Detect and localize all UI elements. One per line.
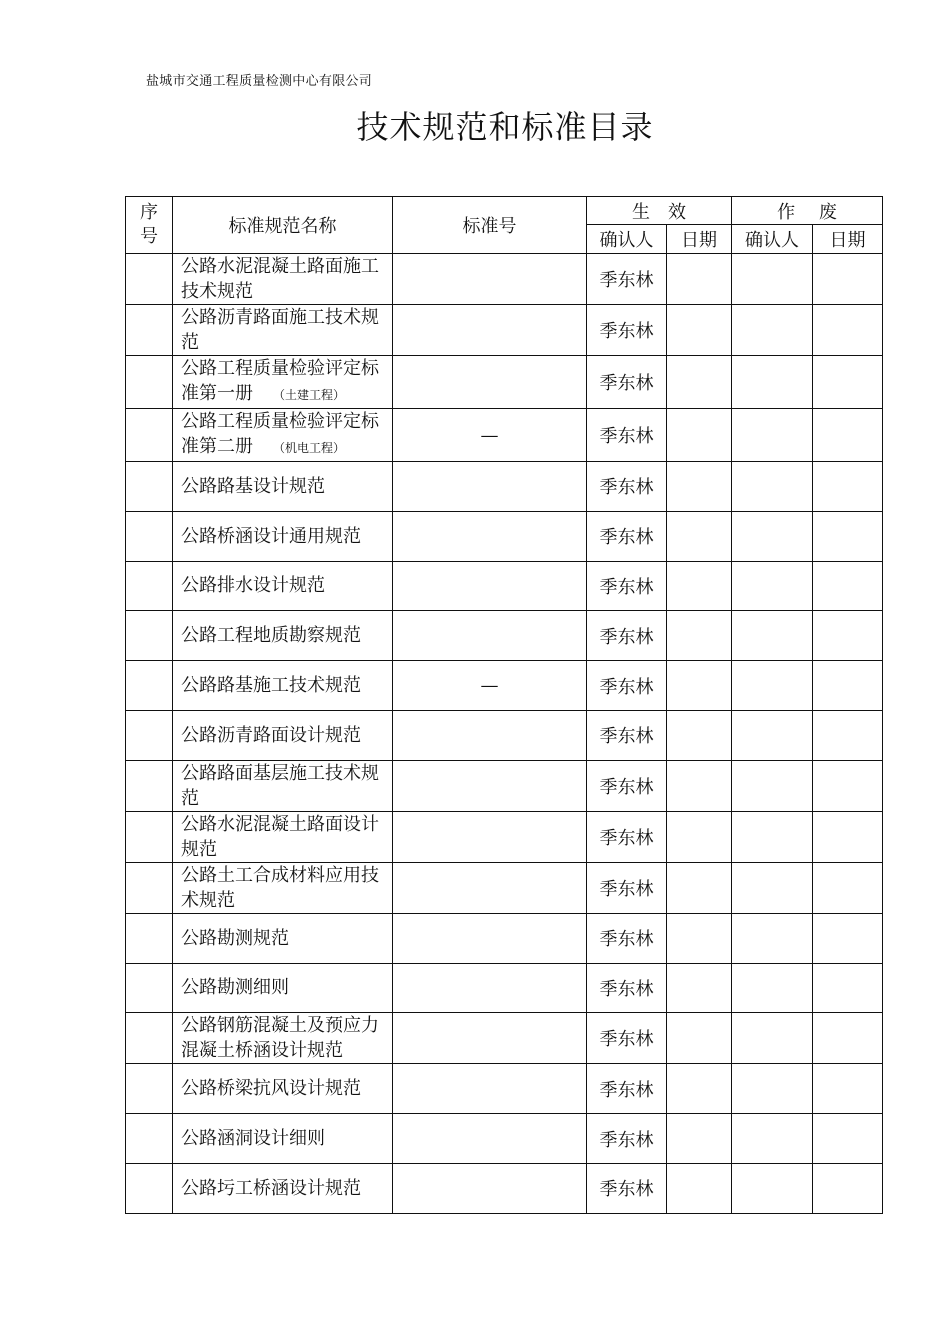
void-date-cell	[813, 561, 883, 611]
seq-header-line2: 号	[140, 226, 158, 247]
void-date-cell	[813, 611, 883, 661]
standard-no-cell	[393, 1013, 587, 1064]
void-date-cell	[813, 963, 883, 1013]
effective-date-cell	[667, 1064, 732, 1114]
standard-no-cell	[393, 462, 587, 512]
void-confirmer-header: 确认人	[732, 225, 813, 254]
effective-date-cell	[667, 862, 732, 913]
effective-date-cell	[667, 710, 732, 760]
effective-confirmer-cell	[587, 913, 667, 963]
standard-no-cell	[393, 1064, 587, 1114]
standard-name-cell	[173, 561, 393, 611]
standard-no-cell	[393, 409, 587, 462]
effective-confirmer-cell-text: 季东林	[599, 576, 654, 598]
seq-header-line1: 序	[140, 202, 158, 223]
effective-confirmer-cell-text: 季东林	[599, 426, 654, 447]
standard-name-cell	[173, 811, 393, 862]
void-confirmer-cell	[732, 1163, 813, 1213]
void-confirmer-cell	[732, 710, 813, 760]
seq-cell	[126, 611, 173, 661]
void-confirmer-cell	[732, 661, 813, 711]
standard-name-cell-text: 公路勘测规范	[181, 927, 289, 949]
effective-confirmer-cell	[587, 356, 667, 409]
void-date-cell	[813, 862, 883, 913]
effective-confirmer-cell-text: 季东林	[599, 626, 654, 648]
effective-confirmer-cell-text: 季东林	[599, 1079, 654, 1101]
void-date-cell	[813, 409, 883, 462]
standard-name-cell	[173, 1064, 393, 1114]
table-row	[126, 862, 883, 913]
seq-cell	[126, 1114, 173, 1164]
standard-name-cell-text: 公路沥青路面施工技术规范	[181, 307, 379, 353]
effective-confirmer-header: 确认人	[587, 225, 667, 254]
effective-confirmer-cell-text: 季东林	[599, 1029, 654, 1051]
standard-no-cell	[393, 760, 587, 811]
standard-no-cell	[393, 356, 587, 409]
standard-name-cell-text: 公路桥梁抗风设计规范	[181, 1078, 361, 1100]
void-confirmer-cell	[732, 913, 813, 963]
void-date-cell	[813, 913, 883, 963]
effective-confirmer-cell	[587, 409, 667, 462]
effective-date-cell	[667, 561, 732, 611]
seq-cell	[126, 963, 173, 1013]
effective-date-cell	[667, 305, 732, 356]
standard-no-cell	[393, 305, 587, 356]
seq-cell	[126, 511, 173, 561]
name-header: 标准规范名称	[173, 197, 393, 254]
standard-name-cell	[173, 862, 393, 913]
void-date-cell	[813, 356, 883, 409]
standard-no-cell	[393, 811, 587, 862]
void-confirmer-cell	[732, 1114, 813, 1164]
effective-confirmer-cell	[587, 760, 667, 811]
effective-confirmer-cell-text: 季东林	[599, 527, 654, 549]
standard-no-header: 标准号	[393, 197, 587, 254]
effective-date-cell	[667, 356, 732, 409]
standard-no-cell	[393, 862, 587, 913]
effective-confirmer-cell	[587, 561, 667, 611]
seq-cell	[126, 305, 173, 356]
standard-name-cell-text: 公路土工合成材料应用技术规范	[181, 864, 379, 911]
void-confirmer-cell	[732, 356, 813, 409]
standard-name-note: （土建工程）	[273, 388, 346, 402]
effective-confirmer-cell	[587, 661, 667, 711]
standard-no-cell	[393, 710, 587, 760]
table-row	[126, 409, 883, 462]
void-date-cell	[813, 1013, 883, 1064]
effective-date-header: 日期	[667, 225, 732, 254]
standard-name-cell-text: 公路路面基层施工技术规范	[181, 762, 379, 809]
standard-name-cell-text: 公路桥涵设计通用规范	[181, 525, 361, 547]
effective-confirmer-cell	[587, 511, 667, 561]
effective-header: 生 效	[587, 197, 732, 225]
standard-no-cell	[393, 661, 587, 711]
effective-confirmer-cell-text: 季东林	[599, 978, 654, 1000]
standard-name-cell-text: 公路工程地质勘察规范	[181, 625, 361, 647]
table-row	[126, 913, 883, 963]
standard-name-cell-text: 公路勘测细则	[181, 977, 289, 999]
table-row	[126, 811, 883, 862]
effective-confirmer-cell-text: 季东林	[599, 776, 654, 798]
standard-name-cell-text: 公路工程质量检验评定标准第二册	[181, 411, 379, 457]
void-confirmer-cell	[732, 611, 813, 661]
seq-cell	[126, 356, 173, 409]
table-row	[126, 305, 883, 356]
organization-name: 盐城市交通工程质量检测中心有限公司	[146, 74, 373, 89]
standard-name-cell	[173, 1163, 393, 1213]
table-row	[126, 511, 883, 561]
standard-name-cell-text: 公路排水设计规范	[181, 575, 325, 597]
void-header: 作 废	[732, 197, 883, 225]
effective-confirmer-cell	[587, 611, 667, 661]
void-date-cell	[813, 1163, 883, 1213]
standard-no-cell	[393, 913, 587, 963]
standard-name-cell-text: 公路圬工桥涵设计规范	[181, 1177, 361, 1199]
standard-name-cell-text: 公路涵洞设计细则	[181, 1128, 325, 1150]
seq-cell	[126, 254, 173, 305]
table-row	[126, 462, 883, 512]
seq-header	[126, 197, 173, 254]
seq-cell	[126, 913, 173, 963]
seq-cell	[126, 1064, 173, 1114]
seq-cell	[126, 409, 173, 462]
void-date-cell	[813, 710, 883, 760]
void-confirmer-cell	[732, 760, 813, 811]
effective-confirmer-cell-text: 季东林	[599, 477, 654, 499]
void-confirmer-cell	[732, 561, 813, 611]
standard-name-cell-text: 公路路基施工技术规范	[181, 675, 361, 697]
standard-name-cell	[173, 409, 393, 462]
table-row	[126, 760, 883, 811]
seq-cell	[126, 1013, 173, 1064]
effective-date-cell	[667, 409, 732, 462]
standard-name-note: （机电工程）	[273, 441, 346, 455]
standards-table	[125, 196, 883, 1214]
effective-confirmer-cell	[587, 1114, 667, 1164]
void-date-header: 日期	[813, 225, 883, 254]
effective-confirmer-cell-text: 季东林	[599, 1179, 654, 1201]
standard-name-cell	[173, 963, 393, 1013]
standard-no-cell	[393, 611, 587, 661]
effective-date-cell	[667, 913, 732, 963]
seq-cell	[126, 760, 173, 811]
table-row	[126, 561, 883, 611]
standard-name-cell-text: 公路水泥混凝土路面施工技术规范	[181, 256, 379, 302]
effective-confirmer-cell-text: 季东林	[599, 321, 654, 342]
standard-no-cell	[393, 511, 587, 561]
table-row	[126, 1163, 883, 1213]
table-row	[126, 963, 883, 1013]
standard-no-cell-text: —	[480, 424, 499, 446]
void-date-cell	[813, 305, 883, 356]
effective-confirmer-cell	[587, 305, 667, 356]
effective-confirmer-cell	[587, 462, 667, 512]
effective-date-cell	[667, 760, 732, 811]
effective-date-cell	[667, 963, 732, 1013]
standard-name-cell-text: 公路工程质量检验评定标准第一册	[181, 358, 379, 404]
standard-name-cell	[173, 254, 393, 305]
effective-confirmer-cell	[587, 1064, 667, 1114]
standard-name-cell	[173, 305, 393, 356]
effective-date-cell	[667, 611, 732, 661]
seq-cell	[126, 661, 173, 711]
effective-confirmer-cell-text: 季东林	[599, 827, 654, 849]
page-title: 技术规范和标准目录	[356, 108, 654, 146]
void-confirmer-cell	[732, 963, 813, 1013]
effective-date-cell	[667, 1114, 732, 1164]
standard-no-cell	[393, 1163, 587, 1213]
seq-cell	[126, 710, 173, 760]
effective-date-cell	[667, 811, 732, 862]
effective-date-cell	[667, 462, 732, 512]
standard-name-cell	[173, 661, 393, 711]
standard-name-cell	[173, 462, 393, 512]
void-confirmer-cell	[732, 462, 813, 512]
void-confirmer-cell	[732, 409, 813, 462]
standard-no-cell	[393, 1114, 587, 1164]
standard-name-cell	[173, 611, 393, 661]
effective-confirmer-cell-text: 季东林	[599, 929, 654, 951]
standard-name-cell	[173, 511, 393, 561]
table-row	[126, 356, 883, 409]
seq-cell	[126, 811, 173, 862]
void-date-cell	[813, 760, 883, 811]
seq-cell	[126, 1163, 173, 1213]
effective-confirmer-cell	[587, 254, 667, 305]
table-row	[126, 254, 883, 305]
effective-confirmer-cell-text: 季东林	[599, 676, 654, 698]
void-date-cell	[813, 1114, 883, 1164]
void-date-cell	[813, 811, 883, 862]
seq-cell	[126, 462, 173, 512]
table-row	[126, 1013, 883, 1064]
void-confirmer-cell	[732, 305, 813, 356]
standard-name-cell-text: 公路沥青路面设计规范	[181, 724, 361, 746]
effective-confirmer-cell-text: 季东林	[599, 878, 654, 900]
void-date-cell	[813, 254, 883, 305]
table-row	[126, 611, 883, 661]
seq-cell	[126, 862, 173, 913]
effective-confirmer-cell	[587, 963, 667, 1013]
effective-date-cell	[667, 1013, 732, 1064]
void-date-cell	[813, 462, 883, 512]
effective-confirmer-cell	[587, 1013, 667, 1064]
standard-name-cell	[173, 710, 393, 760]
void-confirmer-cell	[732, 862, 813, 913]
table-row	[126, 1064, 883, 1114]
standard-name-cell	[173, 760, 393, 811]
standard-name-cell	[173, 1114, 393, 1164]
void-confirmer-cell	[732, 1013, 813, 1064]
effective-confirmer-cell-text: 季东林	[599, 270, 654, 291]
void-date-cell	[813, 1064, 883, 1114]
effective-confirmer-cell	[587, 710, 667, 760]
effective-date-cell	[667, 1163, 732, 1213]
standard-no-cell	[393, 254, 587, 305]
effective-date-cell	[667, 254, 732, 305]
seq-cell	[126, 561, 173, 611]
effective-date-cell	[667, 511, 732, 561]
standard-no-cell-text: —	[480, 675, 499, 697]
standard-name-cell-text: 公路路基设计规范	[181, 475, 325, 497]
effective-confirmer-cell-text: 季东林	[599, 726, 654, 748]
void-confirmer-cell	[732, 811, 813, 862]
standard-name-cell-text: 公路水泥混凝土路面设计规范	[181, 813, 379, 860]
standard-name-cell	[173, 1013, 393, 1064]
void-confirmer-cell	[732, 1064, 813, 1114]
standard-name-cell	[173, 913, 393, 963]
effective-confirmer-cell	[587, 862, 667, 913]
table-row	[126, 1114, 883, 1164]
standard-no-cell	[393, 561, 587, 611]
void-date-cell	[813, 661, 883, 711]
effective-confirmer-cell-text: 季东林	[599, 373, 654, 394]
standard-no-cell	[393, 963, 587, 1013]
table-row	[126, 710, 883, 760]
table-row	[126, 661, 883, 711]
standard-name-cell-text: 公路钢筋混凝土及预应力混凝土桥涵设计规范	[181, 1015, 379, 1062]
effective-confirmer-cell	[587, 811, 667, 862]
effective-confirmer-cell-text: 季东林	[599, 1129, 654, 1151]
void-date-cell	[813, 511, 883, 561]
effective-date-cell	[667, 661, 732, 711]
void-confirmer-cell	[732, 511, 813, 561]
standard-name-cell	[173, 356, 393, 409]
effective-confirmer-cell	[587, 1163, 667, 1213]
void-confirmer-cell	[732, 254, 813, 305]
